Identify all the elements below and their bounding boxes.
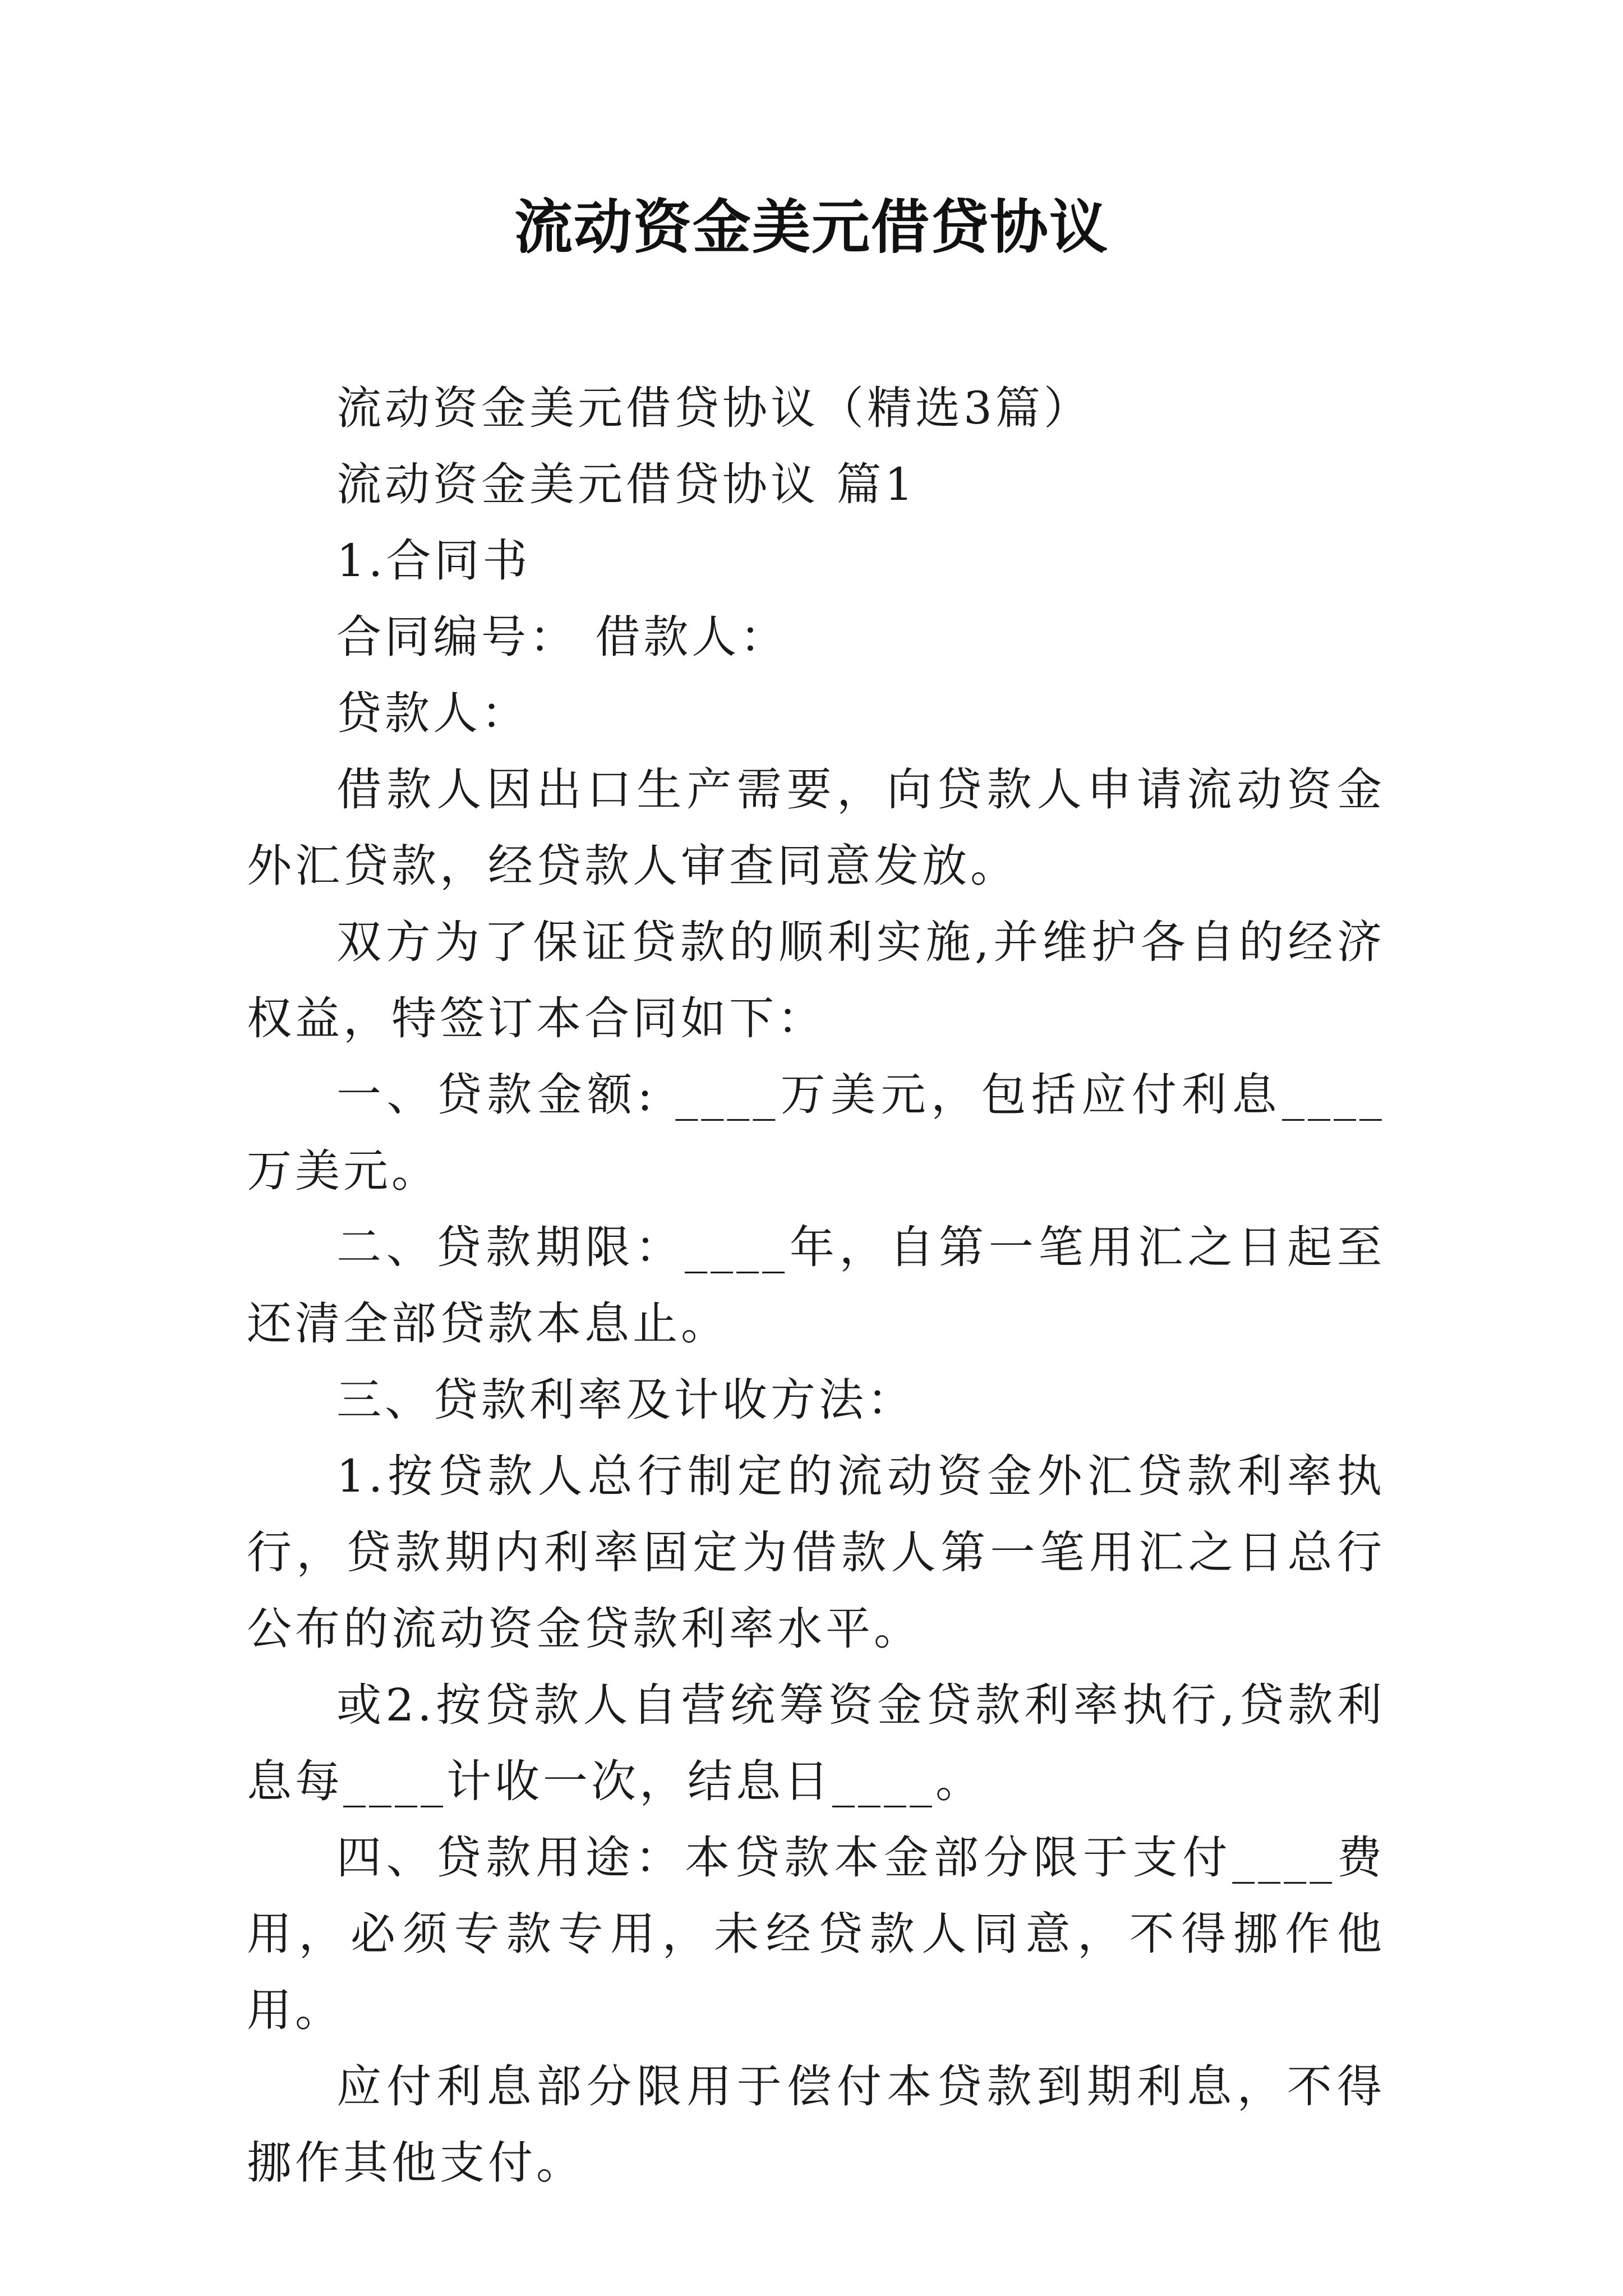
paragraph-contract-label: 1.合同书 xyxy=(336,535,531,587)
document-body xyxy=(247,370,1385,2201)
paragraph-loan-purpose: 四、贷款用途：本贷款本金部分限于支付____费用，必须专款专用，未经贷款人同意，不得挪作他用。 xyxy=(247,1832,1385,2036)
paragraph-loan-term: 二、贷款期限：____年，自第一笔用汇之日起至还清全部贷款本息止。 xyxy=(247,1221,1385,1350)
paragraph-lender: 贷款人： xyxy=(336,687,529,739)
paragraph-subtitle: 流动资金美元借贷协议（精选3篇） xyxy=(336,382,1092,434)
paragraph-agreement-intro: 双方为了保证贷款的顺利实施,并维护各自的经济权益，特签订本合同如下： xyxy=(247,916,1385,1045)
paragraph-section-heading: 流动资金美元借贷协议 篇1 xyxy=(336,458,917,510)
paragraph-contract-number-borrower: 合同编号： 借款人： xyxy=(336,611,789,663)
document-title: 流动资金美元借贷协议 xyxy=(514,193,1109,261)
paragraph-interest-option-2: 或2.按贷款人自营统筹资金贷款利率执行,贷款利息每____计收一次，结息日____。 xyxy=(247,1679,1385,1807)
paragraph-interest-use: 应付利息部分限用于偿付本贷款到期利息，不得挪作其他支付。 xyxy=(247,2060,1385,2189)
paragraph-interest-heading: 三、贷款利率及计收方法： xyxy=(336,1374,915,1426)
paragraph-loan-amount: 一、贷款金额: ____万美元，包括应付利息____万美元。 xyxy=(247,1069,1385,1197)
paragraph-interest-option-1: 1.按贷款人总行制定的流动资金外汇贷款利率执行，贷款期内利率固定为借款人第一笔用汇之日总行公布的流动资金贷款利率水平。 xyxy=(247,1450,1385,1655)
paragraph-loan-application: 借款人因出口生产需要，向贷款人申请流动资金外汇贷款，经贷款人审查同意发放。 xyxy=(247,763,1385,892)
